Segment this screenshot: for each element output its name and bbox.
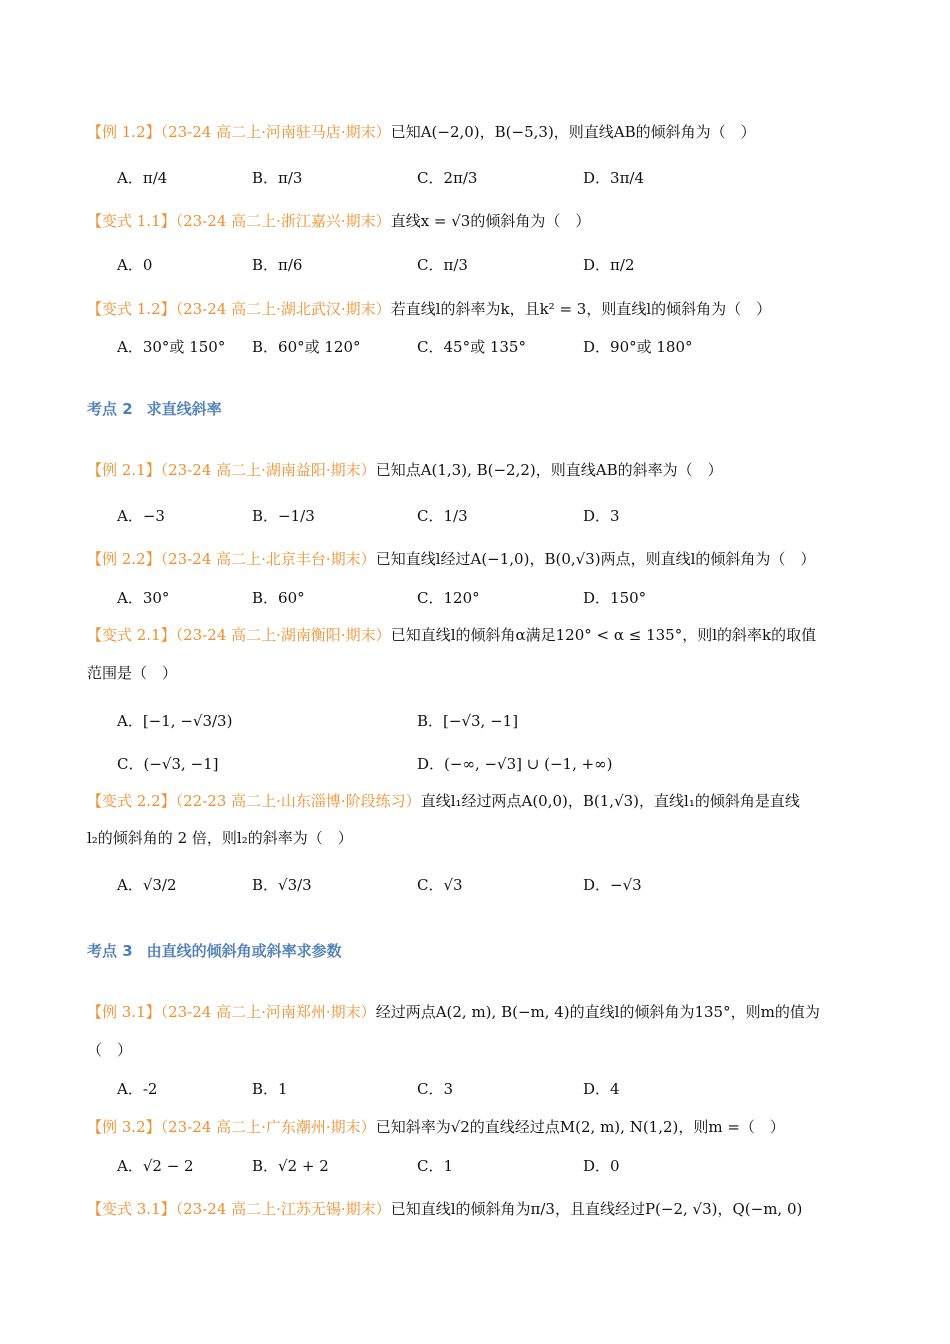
question-tag: 【例 3.2】 xyxy=(87,1118,161,1136)
options-row xyxy=(117,751,870,777)
option-d: D．3 xyxy=(583,507,620,525)
options-row xyxy=(117,1153,870,1179)
option-b: B．60°或 120° xyxy=(252,338,361,356)
question-stem: 若直线l的斜率为k，且k² = 3，则直线l的倾斜角为（ ） xyxy=(390,300,772,318)
question-source: （23-24 高二上·北京丰台·期末） xyxy=(160,550,376,568)
question-tag: 【例 2.2】 xyxy=(87,550,161,568)
option-c: C．1 xyxy=(417,1157,454,1175)
option-c: C．√3 xyxy=(417,876,463,894)
option-b: B．π/3 xyxy=(252,169,303,187)
option-d: D．3π/4 xyxy=(583,169,645,187)
section-heading-3 xyxy=(87,940,342,961)
option-a: A．30°或 150° xyxy=(117,338,226,356)
question-source: （23-24 高二上·江苏无锡·期末） xyxy=(175,1200,391,1218)
question-source: （23-24 高二上·浙江嘉兴·期末） xyxy=(175,212,391,230)
question-ex-3-2 xyxy=(87,1116,870,1138)
question-tag: 【变式 1.1】 xyxy=(87,212,176,230)
question-source: （23-24 高二上·河南驻马店·期末） xyxy=(160,123,391,141)
question-var-3-1 xyxy=(87,1198,870,1220)
question-source: （23-24 高二上·湖南益阳·期末） xyxy=(160,461,376,479)
question-tag: 【变式 3.1】 xyxy=(87,1200,176,1218)
question-stem-continued xyxy=(87,827,870,849)
option-d: D．−√3 xyxy=(583,876,642,894)
option-d: D．150° xyxy=(583,589,647,607)
question-ex-2-2 xyxy=(87,548,870,570)
question-tag: 【变式 2.1】 xyxy=(87,626,176,644)
question-stem: 已知直线l的倾斜角α满足120° < α ≤ 135°，则l的斜率k的取值 xyxy=(390,626,817,644)
option-c: C．120° xyxy=(417,589,480,607)
question-stem: 已知点A(1,3), B(−2,2)，则直线AB的斜率为（ ） xyxy=(375,461,723,479)
question-source: （22-23 高二上·山东淄博·阶段练习） xyxy=(175,792,421,810)
option-d: D．90°或 180° xyxy=(583,338,693,356)
option-a: A．√2 − 2 xyxy=(117,1157,194,1175)
option-d: D．π/2 xyxy=(583,256,635,274)
question-var-1-1 xyxy=(87,210,870,232)
option-b: B．−1/3 xyxy=(252,507,315,525)
section-number: 考点 2 xyxy=(87,400,133,418)
options-row xyxy=(117,334,870,360)
option-b: B．[−√3, −1] xyxy=(417,712,519,730)
option-d: D．0 xyxy=(583,1157,620,1175)
question-tag: 【变式 2.2】 xyxy=(87,792,176,810)
question-stem: 已知直线l的倾斜角为π/3，且直线经过P(−2, √3)，Q(−m, 0) xyxy=(390,1200,803,1218)
question-tag: 【例 3.1】 xyxy=(87,1003,161,1021)
options-row xyxy=(117,872,870,898)
question-source: （23-24 高二上·湖北武汉·期末） xyxy=(175,300,391,318)
question-ex-1-2 xyxy=(87,121,870,143)
question-ex-2-1 xyxy=(87,459,870,481)
option-c: C．(−√3, −1] xyxy=(117,755,219,773)
question-source: （23-24 高二上·广东潮州·期末） xyxy=(160,1118,376,1136)
option-b: B．π/6 xyxy=(252,256,303,274)
question-tag: 【例 2.1】 xyxy=(87,461,161,479)
option-a: A．-2 xyxy=(117,1080,158,1098)
option-a: A．√3/2 xyxy=(117,876,177,894)
section-heading-2 xyxy=(87,398,222,419)
options-row xyxy=(117,252,870,278)
section-number: 考点 3 xyxy=(87,942,133,960)
option-c: C．1/3 xyxy=(417,507,468,525)
option-c: C．3 xyxy=(417,1080,454,1098)
section-title: 由直线的倾斜角或斜率求参数 xyxy=(146,942,342,960)
option-b: B．60° xyxy=(252,589,305,607)
question-tag: 【例 1.2】 xyxy=(87,123,161,141)
option-b: B．√3/3 xyxy=(252,876,312,894)
question-stem: 已知A(−2,0)，B(−5,3)，则直线AB的倾斜角为（ ） xyxy=(390,123,756,141)
option-c: C．2π/3 xyxy=(417,169,478,187)
question-var-2-1 xyxy=(87,624,870,646)
question-stem-continued xyxy=(87,662,870,684)
question-stem: 已知直线l经过A(−1,0)，B(0,√3)两点，则直线l的倾斜角为（ ） xyxy=(375,550,816,568)
question-var-1-2 xyxy=(87,298,870,320)
question-stem-continued xyxy=(87,1039,870,1061)
question-stem: 经过两点A(2, m), B(−m, 4)的直线l的倾斜角为135°，则m的值为 xyxy=(375,1003,820,1021)
question-stem: 直线l₁经过两点A(0,0)，B(1,√3)，直线l₁的倾斜角是直线 xyxy=(420,792,800,810)
question-source: （23-24 高二上·河南郑州·期末） xyxy=(160,1003,376,1021)
section-title: 求直线斜率 xyxy=(146,400,222,418)
options-row xyxy=(117,708,870,734)
question-source: （23-24 高二上·湖南衡阳·期末） xyxy=(175,626,391,644)
question-ex-3-1 xyxy=(87,1001,870,1023)
option-a: A．30° xyxy=(117,589,170,607)
option-c: C．π/3 xyxy=(417,256,468,274)
option-d: D．(−∞, −√3] ∪ (−1, +∞) xyxy=(417,755,613,773)
option-a: A．0 xyxy=(117,256,153,274)
option-c: C．45°或 135° xyxy=(417,338,526,356)
option-a: A．[−1, −√3/3) xyxy=(117,712,233,730)
options-row xyxy=(117,585,870,611)
options-row xyxy=(117,503,870,529)
question-stem: 直线x = √3的倾斜角为（ ） xyxy=(390,212,591,230)
question-stem-2: （ ） xyxy=(87,1041,133,1059)
option-a: A．−3 xyxy=(117,507,165,525)
option-d: D．4 xyxy=(583,1080,620,1098)
option-a: A．π/4 xyxy=(117,169,168,187)
options-row xyxy=(117,165,870,191)
question-stem-2: 范围是（ ） xyxy=(87,664,178,682)
question-var-2-2 xyxy=(87,790,870,812)
option-b: B．√2 + 2 xyxy=(252,1157,329,1175)
question-stem-2: l₂的倾斜角的 2 倍，则l₂的斜率为（ ） xyxy=(87,829,353,847)
question-tag: 【变式 1.2】 xyxy=(87,300,176,318)
options-row xyxy=(117,1076,870,1102)
option-b: B．1 xyxy=(252,1080,288,1098)
question-stem: 已知斜率为√2的直线经过点M(2, m), N(1,2)，则m =（ ） xyxy=(375,1118,785,1136)
